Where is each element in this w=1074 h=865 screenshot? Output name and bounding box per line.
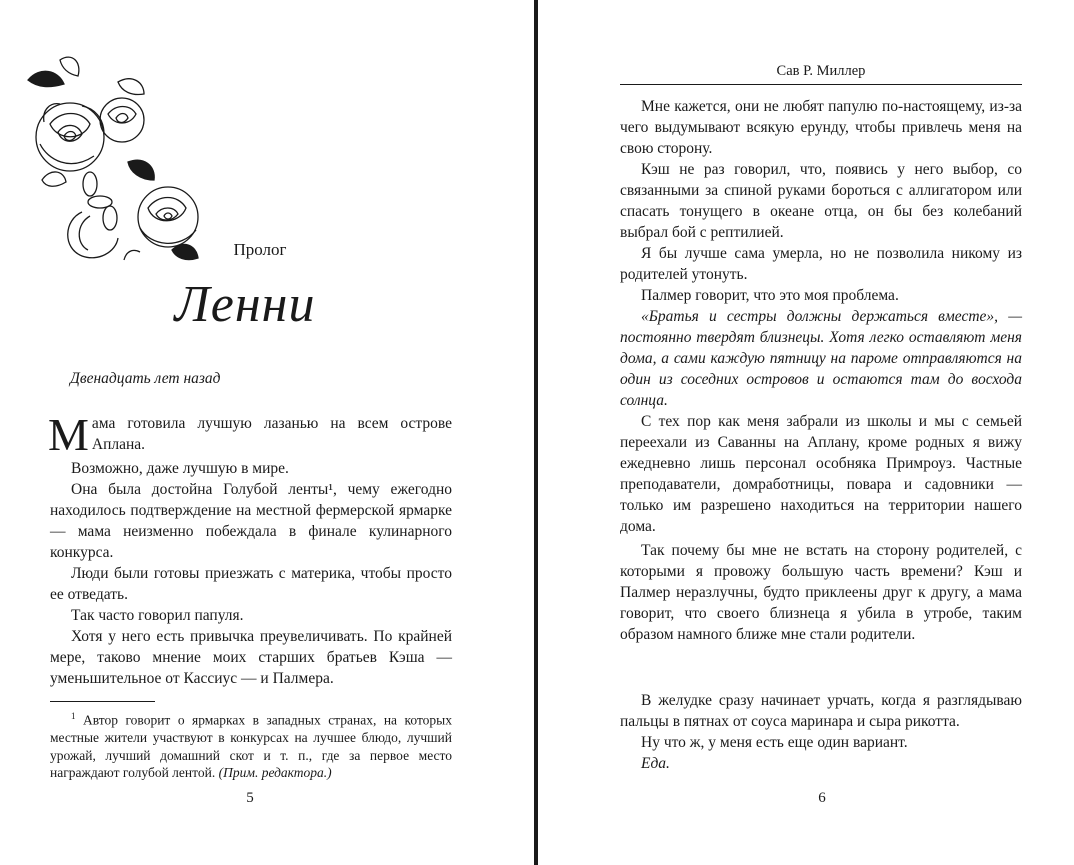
paragraph: Так почему бы мне не встать на сторону родителей, с которыми я провожу большую часть времени? Кэш и Палмер неразлучны, будто приклеены друг к другу, а мама говорит, что своего близнеца я убила в утробе, таким образом намного ближе мне стали родители.: [620, 542, 1022, 643]
footnote-divider: [50, 701, 155, 702]
running-head-rule: [620, 84, 1022, 85]
paragraph: Ну что ж, у меня есть еще один вариант.: [641, 734, 908, 751]
footnote-text: Автор говорит о ярмарках в западных странах, на которых местные жители участвуют в конкурсах на лучшее блюдо, лучший урожай, лучший домашний скот и т. п., где за первое место награждают голубой лентой.: [50, 712, 453, 780]
footnote: [50, 708, 452, 782]
footnote-editor-note: (Прим. редактора.): [218, 765, 332, 780]
paragraph: С тех пор как меня забрали из школы и мы с семьей переехали из Саванны на Аплану, кроме родных я вижу ежедневно лишь персонал особняка Примроуз. Частные преподаватели, домработницы, повара и садовники — только им разрешено находиться на территории нашего дома.: [620, 413, 1022, 535]
paragraph: Мне кажется, они не любят папулю по-настоящему, из-за чего выдумывают всякую ерунду, чтобы привлечь меня на свою сторону.: [620, 98, 1022, 157]
paragraph: Палмер говорит, что это моя проблема.: [641, 287, 899, 304]
page-number-left: 5: [246, 790, 254, 806]
chapter-title: Ленни: [174, 276, 316, 333]
paragraph: «Братья и сестры должны держаться вместе», — постоянно твердят близнецы. Хотя легко оставляют меня дома, а сами каждую пятницу на пароме отправляются на один из соседних островов и остаются там до восхода солнца.: [620, 308, 1022, 409]
paragraph: Она была достойна Голубой ленты¹, чему ежегодно находилось подтверждение на местной фермерской ярмарке — мама неизменно побеждала в финале кулинарного конкурса.: [50, 481, 452, 561]
paragraph: Кэш не раз говорил, что, появись у него выбор, со связанными за спиной руками бороться с аллигатором или спасать тонущего в океане отца, он бы без колебаний выбрал бой с рептилией.: [620, 161, 1022, 241]
drop-cap: М: [48, 409, 89, 460]
running-head: Сав Р. Миллер: [776, 63, 866, 79]
chapter-label: Пролог: [233, 240, 287, 259]
paragraph: Я бы лучше сама умерла, но не позволила никому из родителей утонуть.: [620, 245, 1022, 283]
time-note: Двенадцать лет назад: [70, 370, 221, 387]
paragraph: Люди были готовы приезжать с материка, чтобы просто ее отведать.: [50, 565, 452, 603]
paragraph: Хотя у него есть привычка преувеличивать. По крайней мере, таково мнение моих старших братьев Кэша — уменьшительное от Кассиус — и Палмера.: [50, 628, 452, 687]
page-number-right: 6: [818, 790, 826, 806]
paragraph: Возможно, даже лучшую в мире.: [71, 460, 289, 477]
footnote-mark: 1: [71, 711, 76, 721]
paragraph: Мама готовила лучшую лазанью на всем острове Аплана.: [48, 409, 452, 460]
roses-chain-illustration: [20, 52, 200, 267]
paragraph: Так часто говорил папуля.: [71, 607, 244, 624]
paragraph: Еда.: [641, 755, 670, 772]
paragraph: В желудке сразу начинает урчать, когда я разглядываю пальцы в пятнах от соуса маринара и сыра рикотта.: [620, 692, 1022, 730]
